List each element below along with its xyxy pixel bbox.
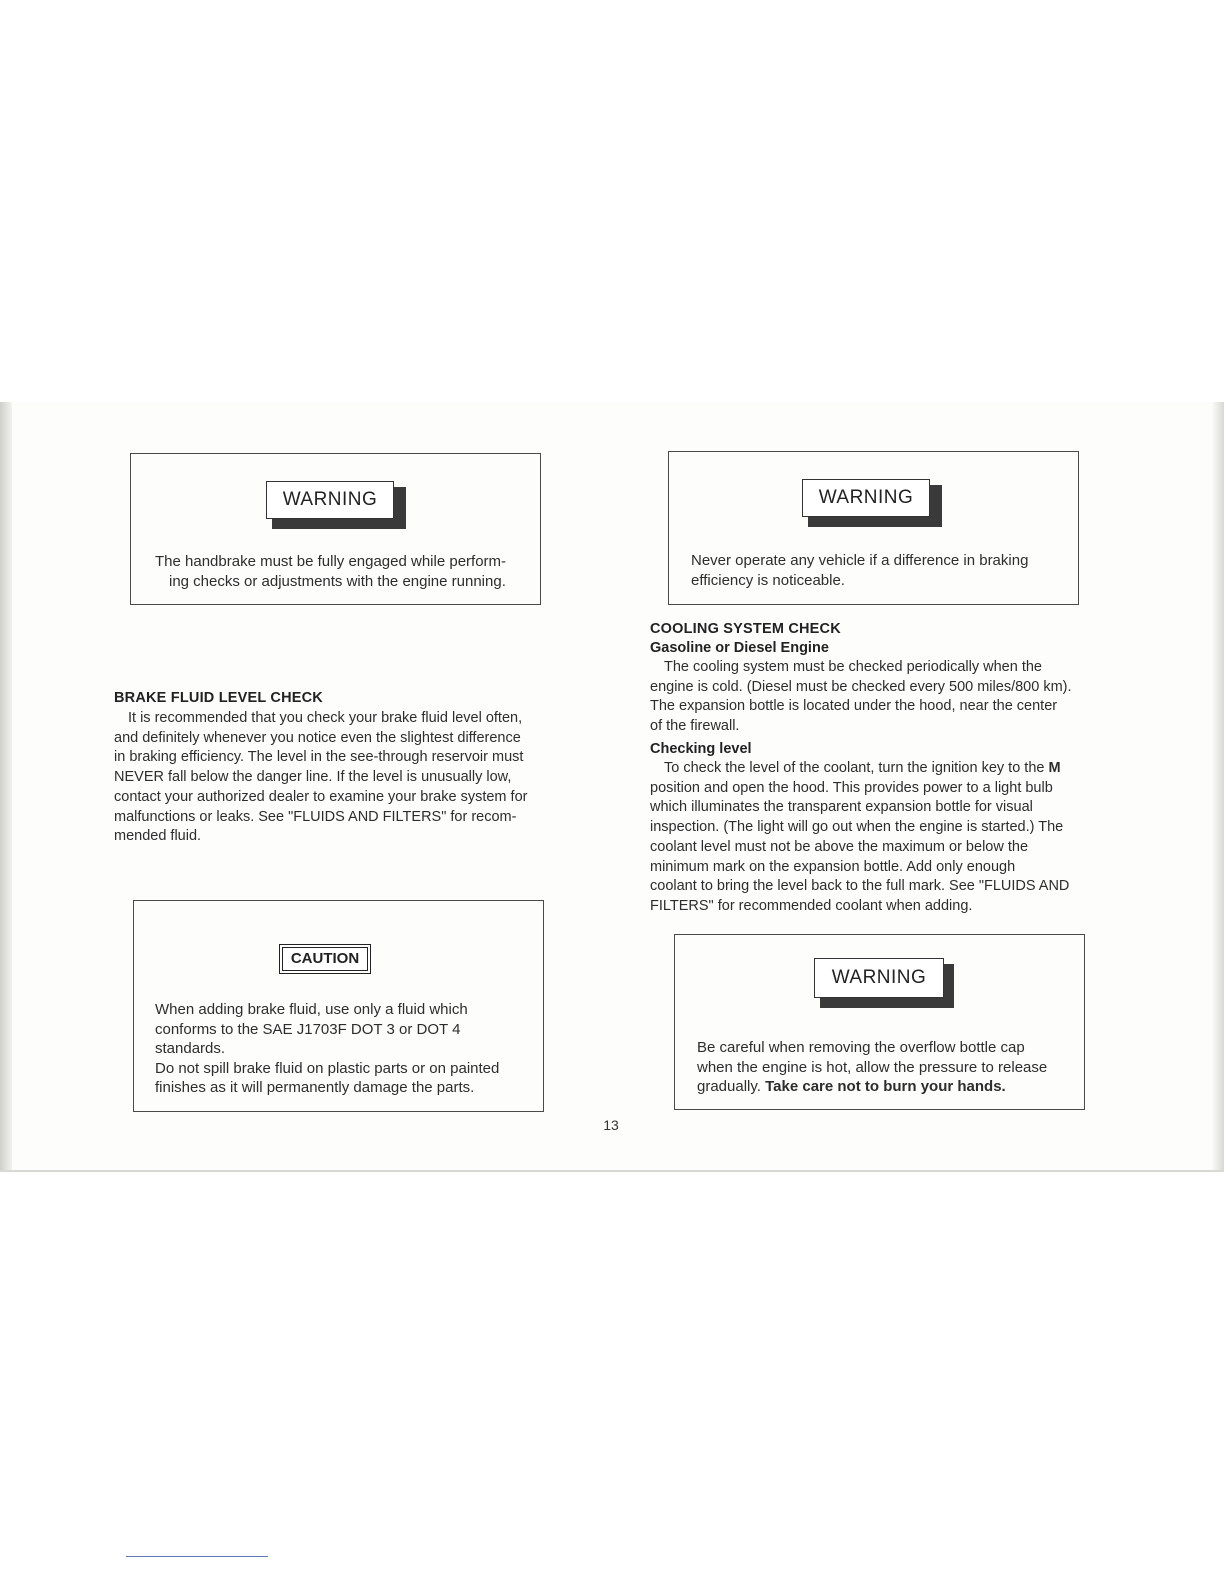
key-position-m: M <box>1048 760 1061 776</box>
warning-label: WARNING <box>802 479 930 517</box>
text-line: malfunctions or leaks. See "FLUIDS AND FILTERS" for recom- <box>114 808 517 825</box>
text-line: contact your authorized dealer to examine your brake system for <box>114 788 528 805</box>
cooling-system-heading: COOLING SYSTEM CHECK <box>650 621 841 637</box>
text-line: conforms to the SAE J1703F DOT 3 or DOT 4 <box>155 1020 461 1038</box>
text-line: It is recommended that you check your brake fluid level often, <box>128 710 523 726</box>
text-line: inspection. (The light will go out when the engine is started.) The <box>650 819 1064 836</box>
text-line: and definitely whenever you notice even the slightest difference <box>114 729 521 746</box>
text-line <box>650 759 1106 779</box>
text-line: engine is cold. (Diesel must be checked every 500 miles/800 km). <box>650 678 1072 695</box>
text-line: efficiency is noticeable. <box>691 571 845 589</box>
cooling-paragraph <box>650 658 1106 737</box>
warning-tag-shadow <box>272 519 406 529</box>
page-edge-left <box>0 402 12 1172</box>
text-line: The expansion bottle is located under the hood, near the center <box>650 698 1058 715</box>
text-line: The cooling system must be checked periodically when the <box>664 659 1042 675</box>
text-line: coolant level must not be above the maximum or below the <box>650 838 1029 855</box>
text-line: standards. <box>155 1040 226 1057</box>
text-line: Do not spill brake fluid on plastic parts or on painted <box>155 1059 500 1077</box>
text-line: Be careful when removing the overflow bottle cap <box>697 1039 1025 1056</box>
scan-artifact-line <box>126 1556 268 1557</box>
checking-level-paragraph <box>650 759 1106 917</box>
caution-text <box>155 1000 520 1098</box>
page-edge-right <box>1212 402 1224 1172</box>
burn-hands-warning: Take care not to burn your hands. <box>765 1078 1006 1095</box>
page-number: 13 <box>603 1117 619 1133</box>
caution-label <box>279 944 371 974</box>
handbrake-warning-text <box>155 552 525 591</box>
brake-fluid-paragraph <box>114 709 569 847</box>
text-line-part: gradually. <box>697 1078 761 1095</box>
warning-label: WARNING <box>266 481 394 519</box>
text-line: ing checks or adjustments with the engine running. <box>169 572 506 590</box>
text-line <box>697 1077 1067 1097</box>
text-line: Never operate any vehicle if a difference in braking <box>691 552 1029 569</box>
text-line: mended fluid. <box>114 828 202 845</box>
page-bottom-edge <box>0 1170 1224 1172</box>
text-line: position and open the hood. This provides power to a light bulb <box>650 779 1053 796</box>
text-line: in braking efficiency. The level in the see-through reservoir must <box>114 749 524 766</box>
text-line: When adding brake fluid, use only a fluid which <box>155 1001 468 1018</box>
checking-level-subheading: Checking level <box>650 741 752 757</box>
warning-tag-shadow <box>808 517 942 527</box>
brake-fluid-heading: BRAKE FLUID LEVEL CHECK <box>114 690 323 706</box>
text-line: minimum mark on the expansion bottle. Add only enough <box>650 858 1016 875</box>
caution-label-text: CAUTION <box>290 950 360 967</box>
text-line: of the firewall. <box>650 718 740 735</box>
text-line: finishes as it will permanently damage the parts. <box>155 1079 475 1096</box>
engine-type-subheading: Gasoline or Diesel Engine <box>650 640 829 656</box>
braking-warning-text <box>691 551 1066 590</box>
overflow-cap-warning-text <box>697 1038 1067 1097</box>
text-line: The handbrake must be fully engaged while perform- <box>155 553 507 570</box>
text-line-part: To check the level of the coolant, turn the ignition key to the <box>664 760 1045 776</box>
text-line: coolant to bring the level back to the full mark. See "FLUIDS AND <box>650 878 1070 895</box>
text-line: FILTERS" for recommended coolant when adding. <box>650 897 973 914</box>
text-line: which illuminates the transparent expansion bottle for visual <box>650 799 1033 816</box>
text-line: NEVER fall below the danger line. If the level is unusually low, <box>114 769 512 786</box>
warning-label: WARNING <box>814 958 944 998</box>
text-line: when the engine is hot, allow the pressure to release <box>697 1058 1048 1076</box>
warning-tag-shadow <box>820 998 954 1008</box>
